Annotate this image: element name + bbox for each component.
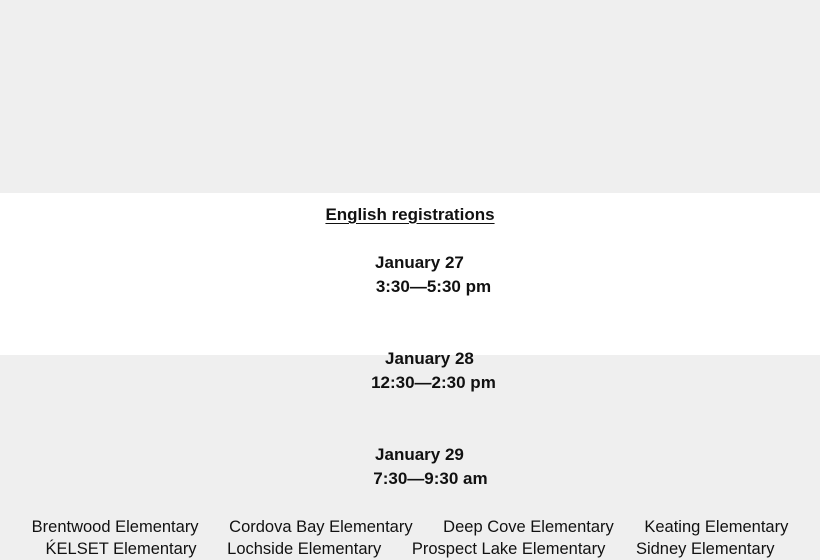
session-time: 7:30—9:30 am — [373, 469, 488, 488]
session-date: January 27 — [375, 253, 464, 272]
session-time: 12:30—2:30 pm — [371, 373, 496, 392]
session-date: January 29 — [375, 445, 464, 464]
school-name: ḰELSET Elementary — [45, 540, 197, 558]
school-name: Deep Cove Elementary — [443, 518, 614, 536]
registration-notice — [0, 193, 820, 558]
school-name: Keating Elementary — [644, 518, 789, 536]
session-row — [0, 227, 820, 323]
session-row — [0, 419, 820, 515]
school-name: Brentwood Elementary — [31, 518, 199, 536]
school-name: Prospect Lake Elementary — [411, 540, 606, 558]
school-list-row — [0, 538, 820, 560]
school-list-row — [0, 516, 820, 538]
school-name: Lochside Elementary — [227, 540, 382, 558]
school-name: Sidney Elementary — [635, 540, 775, 558]
notice-title: English registrations — [325, 205, 495, 224]
session-date: January 28 — [385, 349, 474, 368]
session-row — [0, 323, 820, 419]
school-name: Cordova Bay Elementary — [229, 518, 413, 536]
session-time: 3:30—5:30 pm — [375, 277, 492, 296]
